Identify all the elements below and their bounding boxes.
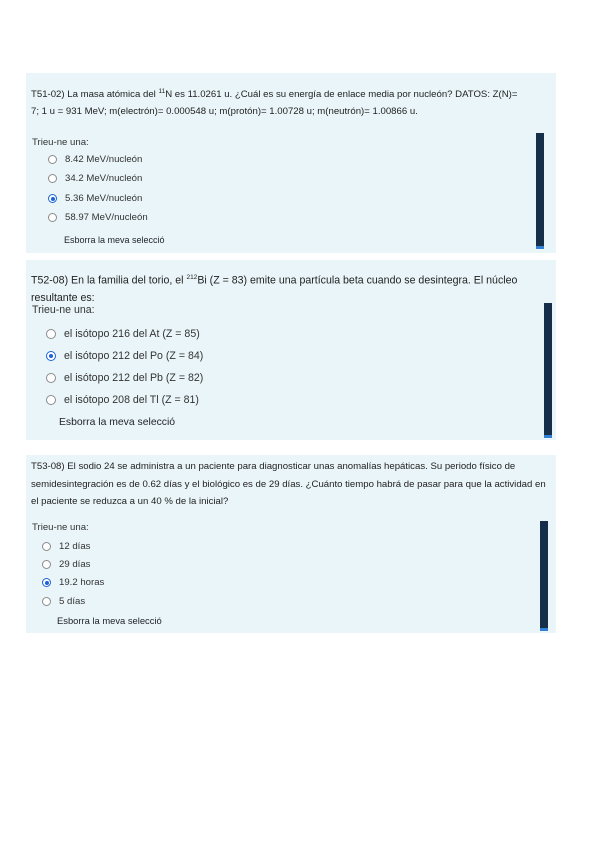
answer-option[interactable]: [48, 154, 142, 165]
answer-label: 8.42 MeV/nucleón: [65, 154, 143, 165]
answer-label: 5 días: [59, 596, 86, 607]
radio-button[interactable]: [42, 560, 51, 569]
radio-button[interactable]: [48, 213, 57, 222]
radio-button[interactable]: [46, 395, 56, 405]
scrollbar-thumb[interactable]: [544, 435, 552, 438]
mass-number: 11: [158, 88, 166, 95]
mass-number: 212: [186, 274, 198, 281]
question-card-3: [26, 455, 556, 633]
answer-option[interactable]: [46, 394, 199, 406]
answer-label: el isótopo 216 del At (Z = 85): [64, 328, 200, 340]
answer-label: 12 días: [59, 541, 91, 552]
question-text: T52-08) En la familia del torio, el $^{212}$Bi (Z = 83) emite una partícula beta cuando se desintegra. El núcleo resultante es:: [31, 274, 518, 304]
question-card-2: [26, 260, 556, 440]
answer-option[interactable]: [46, 328, 200, 340]
answer-option[interactable]: [46, 372, 203, 384]
radio-button-selected[interactable]: [46, 351, 56, 361]
radio-button[interactable]: [48, 155, 57, 164]
scrollbar[interactable]: [540, 521, 548, 631]
answer-option[interactable]: [48, 173, 142, 184]
answer-option[interactable]: [42, 596, 85, 607]
scrollbar-thumb[interactable]: [540, 628, 548, 631]
answer-label: 29 días: [59, 559, 91, 570]
answer-label: el isótopo 212 del Po (Z = 84): [64, 350, 204, 362]
answer-option[interactable]: [48, 212, 148, 223]
question-text: T51-02) La masa atómica del $^{11}$N es 11.0261 u. ¿Cuál es su energía de enlace media por nucleón? DATOS: Z(N)= 7; 1 u = 931 MeV; m(electrón)= 0.000548 u; m(protón)= 1.00728 u; m(neutrón)= 1.00866 u.: [31, 88, 518, 118]
clear-selection-link[interactable]: Esborra la meva selecció: [59, 417, 176, 428]
scrollbar[interactable]: [544, 303, 552, 438]
question-card-1: [26, 73, 556, 253]
choose-one-label: Trieu-ne una:: [32, 522, 89, 533]
clear-selection-link[interactable]: Esborra la meva selecció: [64, 235, 165, 245]
answer-option[interactable]: [42, 559, 90, 570]
scrollbar[interactable]: [536, 133, 544, 249]
answer-label: el isótopo 212 del Pb (Z = 82): [64, 372, 204, 384]
radio-button[interactable]: [42, 597, 51, 606]
answer-option[interactable]: [48, 193, 142, 204]
answer-label: 19.2 horas: [59, 577, 105, 588]
answer-label: 5.36 MeV/nucleón: [65, 193, 143, 204]
choose-one-label: Trieu-ne una:: [32, 137, 89, 148]
radio-button[interactable]: [46, 373, 56, 383]
choose-one-label: Trieu-ne una:: [32, 304, 95, 316]
scrollbar-thumb[interactable]: [536, 246, 544, 249]
answer-option[interactable]: [46, 350, 203, 362]
radio-button[interactable]: [42, 542, 51, 551]
clear-selection-link[interactable]: Esborra la meva selecció: [57, 615, 162, 626]
answer-label: 34.2 MeV/nucleón: [65, 173, 143, 184]
radio-button-selected[interactable]: [48, 194, 57, 203]
answer-label: 58.97 MeV/nucleón: [65, 212, 148, 223]
question-text: T53-08) El sodio 24 se administra a un paciente para diagnosticar unas anomalías hepáticas. Su periodo físico de semidesintegración es de 0.62 días y el biológico es de 29 días. ¿Cuánto tiempo habrá de pasar para que la actividad en el paciente se reduzca a un 40 % de la inicial?: [31, 461, 546, 507]
answer-option[interactable]: [42, 577, 104, 588]
answer-label: el isótopo 208 del Tl (Z = 81): [64, 394, 199, 406]
radio-button[interactable]: [46, 329, 56, 339]
radio-button[interactable]: [48, 174, 57, 183]
answer-option[interactable]: [42, 541, 90, 552]
radio-button-selected[interactable]: [42, 578, 51, 587]
